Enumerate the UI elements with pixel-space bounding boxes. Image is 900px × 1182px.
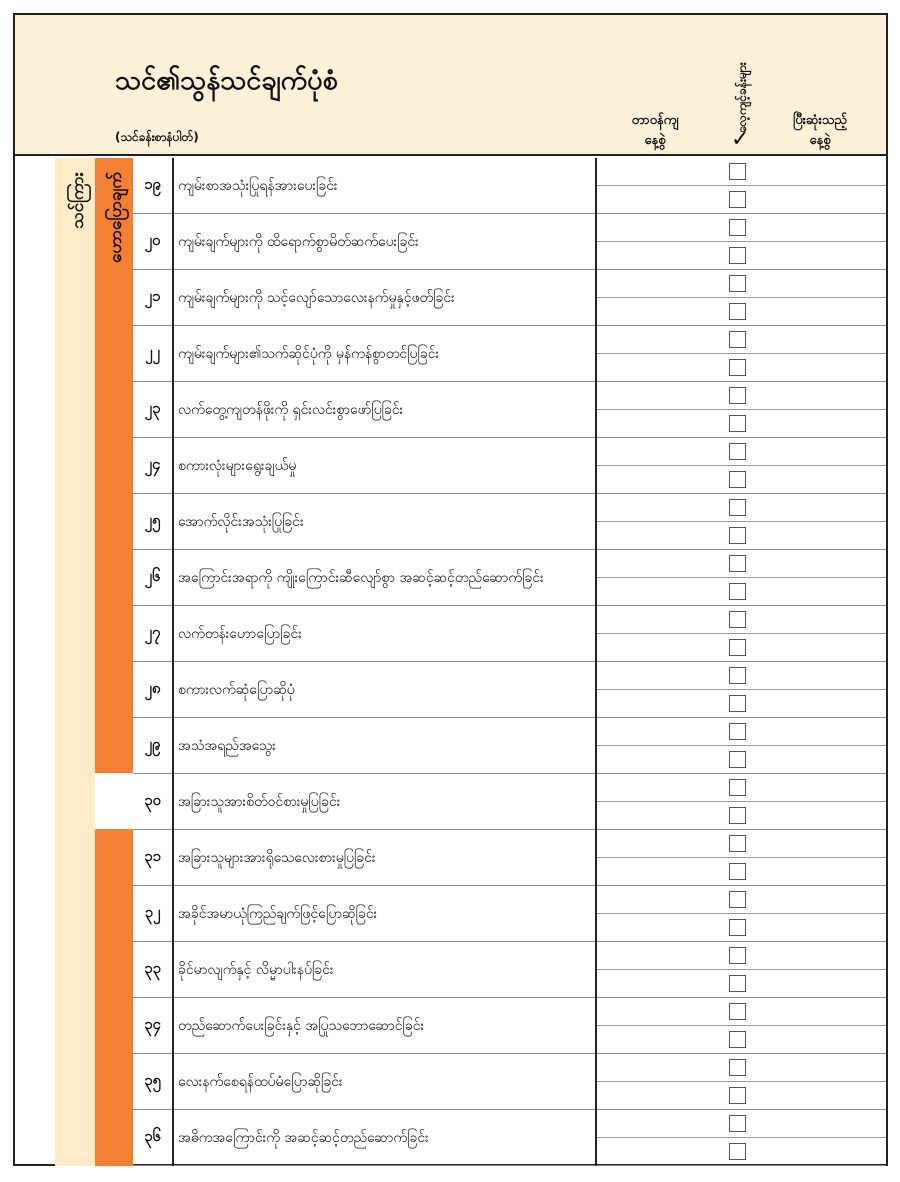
sub-row <box>597 746 886 774</box>
form-header <box>15 15 886 156</box>
group-strip <box>95 158 133 773</box>
checkbox[interactable] <box>729 471 746 488</box>
sub-row <box>597 466 886 494</box>
checkbox[interactable] <box>729 891 746 908</box>
sub-row <box>597 634 886 662</box>
row-label: လက်တွေ့ကျတန်ဖိုးကို ရှင်းလင်းစွာဖော်ပြခြင်း <box>178 401 404 418</box>
table-row <box>133 550 886 606</box>
row-number: ၃၅ <box>144 1070 161 1089</box>
checkbox[interactable] <box>729 1143 746 1160</box>
sub-row <box>597 802 886 830</box>
study-form <box>13 13 888 1166</box>
sub-row <box>597 662 886 690</box>
sub-row <box>597 550 886 578</box>
sub-row <box>597 970 886 998</box>
exercises-header: လေ့ကျင့်ခန်းများ <box>735 62 749 133</box>
section-strip <box>55 158 95 1166</box>
table-row <box>133 830 886 886</box>
table-row <box>133 998 886 1054</box>
sub-row <box>597 942 886 970</box>
sub-row <box>597 886 886 914</box>
sub-row <box>597 914 886 942</box>
row-number: ၃၄ <box>144 1014 161 1033</box>
sub-row <box>597 1110 886 1138</box>
table-row <box>133 438 886 494</box>
sub-row <box>597 186 886 214</box>
row-number: ၂၃ <box>144 398 161 417</box>
checkbox[interactable] <box>729 639 746 656</box>
checkbox[interactable] <box>729 1003 746 1020</box>
checkbox[interactable] <box>729 499 746 516</box>
divider <box>595 158 597 1166</box>
sub-row <box>597 1138 886 1166</box>
checkbox[interactable] <box>729 835 746 852</box>
row-label: အခြားသူများအားရိုသေလေးစားမှုပြခြင်း <box>178 849 376 866</box>
row-label: ခိုင်မာလျက်နှင့် လိမ္မာပါးနပ်ခြင်း <box>178 961 334 978</box>
checkbox[interactable] <box>729 667 746 684</box>
sub-row <box>597 1054 886 1082</box>
checkbox[interactable] <box>729 1115 746 1132</box>
table-row <box>133 382 886 438</box>
row-label: အဓိကအကြောင်းကို အဆင့်ဆင့်တည်ဆောက်ခြင်း <box>178 1129 429 1146</box>
checkmark-icon: ✓ <box>731 127 750 152</box>
row-number: ၃၃ <box>144 958 161 977</box>
sub-row <box>597 410 886 438</box>
checkbox[interactable] <box>729 443 746 460</box>
checkbox[interactable] <box>729 555 746 572</box>
table-row <box>133 942 886 998</box>
row-label: အကြောင်းအရာကို ကျိုးကြောင်းဆီလျော်စွာ အဆင့်ဆင့်တည်ဆောက်ခြင်း <box>178 569 544 586</box>
checkbox[interactable] <box>729 191 746 208</box>
row-label: အခြားသူအားစိတ်ဝင်စားမှုပြခြင်း <box>178 793 341 810</box>
row-label: စကားလုံးများရွေးချယ်မှု <box>178 457 297 474</box>
checkbox[interactable] <box>729 247 746 264</box>
table-row <box>133 494 886 550</box>
row-label: ကျမ်းစာအသုံးပြုရန်အားပေးခြင်း <box>178 177 338 194</box>
checkbox[interactable] <box>729 947 746 964</box>
checkbox[interactable] <box>729 779 746 796</box>
table-row <box>133 718 886 774</box>
row-number: ၂၉ <box>144 734 161 753</box>
table-row <box>133 1054 886 1110</box>
row-number: ၁၉ <box>144 174 161 193</box>
sub-row <box>597 774 886 802</box>
sub-row <box>597 354 886 382</box>
row-label: လက်တန်းဟောပြောခြင်း <box>178 625 302 642</box>
row-number: ၂၄ <box>144 454 161 473</box>
table-row <box>133 270 886 326</box>
row-number: ၂၈ <box>144 678 161 697</box>
checkbox[interactable] <box>729 163 746 180</box>
checkbox[interactable] <box>729 359 746 376</box>
row-number: ၂၇ <box>144 622 161 641</box>
completed-date-header: ပြီးဆုံးသည့် နေ့စွဲ <box>793 113 847 148</box>
table-row <box>133 214 886 270</box>
sub-row <box>597 494 886 522</box>
checkbox[interactable] <box>729 863 746 880</box>
checkbox[interactable] <box>729 919 746 936</box>
sub-row <box>597 998 886 1026</box>
table-row <box>133 326 886 382</box>
row-number: ၂၁ <box>144 286 161 305</box>
divider <box>172 158 174 1166</box>
checkbox[interactable] <box>729 751 746 768</box>
row-number: ၂၀ <box>144 230 161 249</box>
group-strip-2 <box>95 829 133 1166</box>
row-label: အောက်လိုင်းအသုံးပြုခြင်း <box>178 513 304 530</box>
checkbox[interactable] <box>729 1087 746 1104</box>
row-number: ၃၆ <box>144 1126 161 1145</box>
sub-row <box>597 298 886 326</box>
row-number: ၃၁ <box>144 846 161 865</box>
sub-row <box>597 690 886 718</box>
checkbox[interactable] <box>729 527 746 544</box>
sub-row <box>597 858 886 886</box>
table-row <box>133 774 886 830</box>
sub-row <box>597 830 886 858</box>
row-number: ၂၅ <box>144 510 161 529</box>
checkbox[interactable] <box>729 1059 746 1076</box>
checkbox[interactable] <box>729 303 746 320</box>
checkbox[interactable] <box>729 331 746 348</box>
table-row <box>133 662 886 718</box>
section-label: သင်ကြား <box>68 172 88 229</box>
checkbox[interactable] <box>729 583 746 600</box>
sub-row <box>597 578 886 606</box>
row-label: တည်ဆောက်ပေးခြင်းနှင့် အပြုသဘောဆောင်ခြင်း <box>178 1017 425 1034</box>
row-label: လေးနက်စေရန်ထပ်မံပြောဆိုခြင်း <box>178 1073 343 1090</box>
sub-row <box>597 242 886 270</box>
group-label: ဟောပြောချက် <box>106 172 126 263</box>
sub-row <box>597 270 886 298</box>
sub-row <box>597 718 886 746</box>
sub-row <box>597 158 886 186</box>
sub-row <box>597 326 886 354</box>
sub-row <box>597 1026 886 1054</box>
assigned-date-header: တာဝန်ကျ နေ့စွဲ <box>631 113 679 148</box>
row-label: ကျမ်းချက်များကို သင့်လျော်သောလေးနက်မှုနှင့်ဖတ်ခြင်း <box>178 289 455 306</box>
checkbox[interactable] <box>729 415 746 432</box>
checkbox[interactable] <box>729 807 746 824</box>
checkbox[interactable] <box>729 695 746 712</box>
table-row <box>133 886 886 942</box>
checkbox[interactable] <box>729 387 746 404</box>
row-number: ၃၂ <box>144 902 161 921</box>
row-label: စကားလက်ဆုံပြောဆိုပုံ <box>178 681 295 698</box>
row-label: အခိုင်အမာယုံကြည်ချက်ဖြင့်ပြောဆိုခြင်း <box>178 905 378 922</box>
sub-row <box>597 382 886 410</box>
sub-row <box>597 1082 886 1110</box>
checkbox[interactable] <box>729 611 746 628</box>
table-row <box>133 606 886 662</box>
row-number: ၂၆ <box>144 566 161 585</box>
sub-row <box>597 606 886 634</box>
row-number: ၂၂ <box>145 342 160 361</box>
checkbox[interactable] <box>729 975 746 992</box>
table-row <box>133 1110 886 1166</box>
table-row <box>133 158 886 214</box>
sub-row <box>597 522 886 550</box>
row-label: ကျမ်းချက်များ၏သက်ဆိုင်ပုံကို မှန်ကန်စွာတင်ပြခြင်း <box>178 345 440 362</box>
page-title: သင်၏သွန်သင်ချက်ပုံစံ <box>115 65 338 96</box>
checkbox[interactable] <box>729 275 746 292</box>
row-number: ၃၀ <box>144 790 161 809</box>
lesson-number-label: (သင်ခန်းစာနံပါတ်) <box>115 130 199 144</box>
checkbox[interactable] <box>729 723 746 740</box>
sub-row <box>597 214 886 242</box>
row-label: ကျမ်းချက်များကို ထိရောက်စွာမိတ်ဆက်ပေးခြင်း <box>178 233 419 250</box>
checkbox[interactable] <box>729 219 746 236</box>
checkbox[interactable] <box>729 1031 746 1048</box>
sub-row <box>597 438 886 466</box>
row-label: အသံအရည်အသွေး <box>178 737 276 754</box>
